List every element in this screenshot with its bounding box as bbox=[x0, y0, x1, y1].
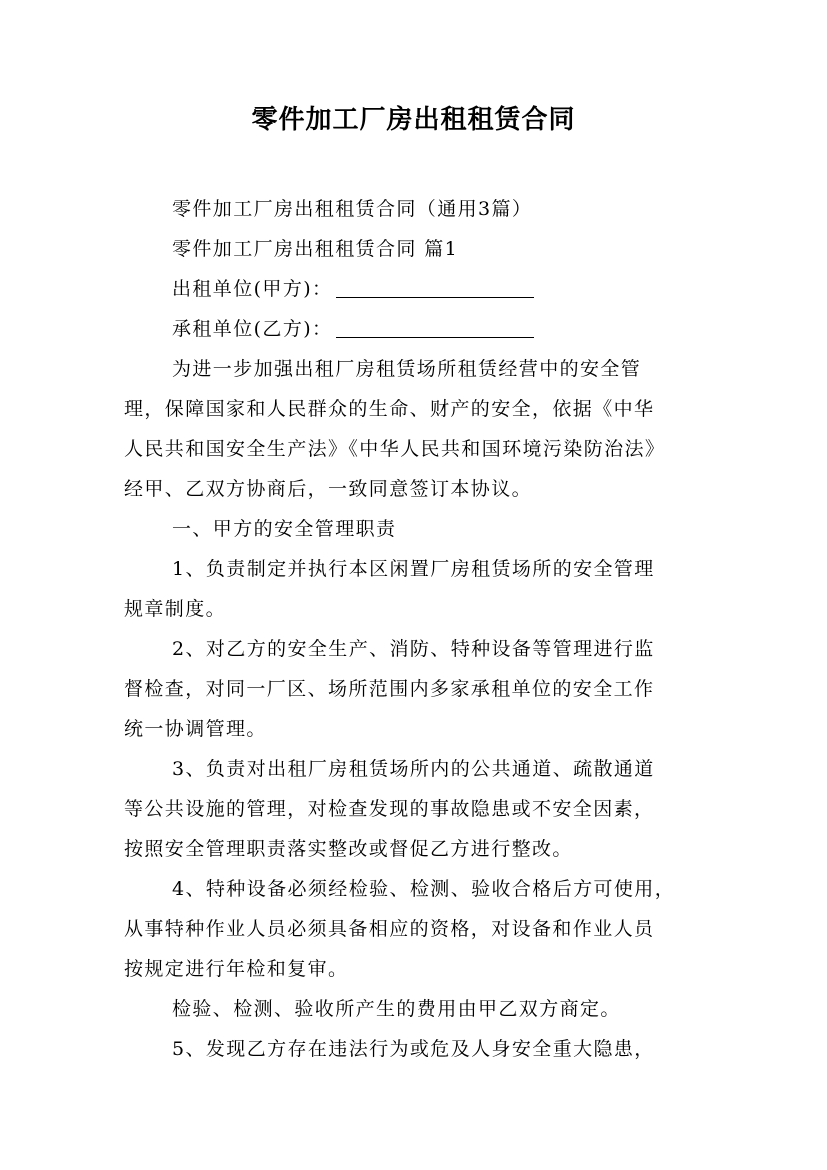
text-line: 从事特种作业人员必须具备相应的资格，对设备和作业人员 bbox=[124, 918, 655, 940]
document-body bbox=[124, 189, 710, 1069]
subtitle-line bbox=[124, 189, 710, 229]
paragraph-line bbox=[124, 389, 710, 429]
text-line: 人民共和国安全生产法》《中华人民共和国环境污染防治法》 bbox=[124, 438, 666, 460]
paragraph-line bbox=[124, 469, 710, 509]
party-b-label: 承租单位(乙方)： bbox=[172, 318, 333, 340]
paragraph-line bbox=[124, 829, 710, 869]
party-b-blank bbox=[336, 311, 534, 338]
paragraph-line bbox=[124, 1029, 710, 1069]
text-line: 理，保障国家和人民群众的生命、财产的安全，依据《中华 bbox=[124, 398, 655, 420]
party-a-line bbox=[124, 269, 710, 309]
text-line: 5、发现乙方存在违法行为或危及人身安全重大隐患， bbox=[172, 1038, 655, 1060]
paragraph-line bbox=[124, 749, 710, 789]
text-line: 零件加工厂房出租租赁合同 篇1 bbox=[172, 238, 459, 260]
text-line: 一、甲方的安全管理职责 bbox=[172, 518, 397, 540]
party-b-line bbox=[124, 309, 710, 349]
text-line: 督检查，对同一厂区、场所范围内多家承租单位的安全工作 bbox=[124, 678, 655, 700]
party-a-label: 出租单位(甲方)： bbox=[172, 278, 333, 300]
paragraph-line bbox=[124, 549, 710, 589]
paragraph-line bbox=[124, 669, 710, 709]
text-line: 3、负责对出租厂房租赁场所内的公共通道、疏散通道 bbox=[172, 758, 655, 780]
text-line: 按照安全管理职责落实整改或督促乙方进行整改。 bbox=[124, 838, 573, 860]
text-line: 零件加工厂房出租租赁合同（通用3篇） bbox=[172, 198, 533, 220]
section-heading bbox=[124, 229, 710, 269]
text-line: 2、对乙方的安全生产、消防、特种设备等管理进行监 bbox=[172, 638, 655, 660]
text-line: 按规定进行年检和复审。 bbox=[124, 958, 349, 980]
paragraph-line bbox=[124, 989, 710, 1029]
text-line: 检验、检测、验收所产生的费用由甲乙双方商定。 bbox=[172, 998, 621, 1020]
text-line: 规章制度。 bbox=[124, 598, 227, 620]
paragraph-line bbox=[124, 869, 710, 909]
paragraph-line bbox=[124, 909, 710, 949]
paragraph-line bbox=[124, 789, 710, 829]
document-title: 零件加工厂房出租租赁合同 bbox=[251, 105, 576, 135]
text-line: 经甲、乙双方协商后，一致同意签订本协议。 bbox=[124, 478, 533, 500]
paragraph-line bbox=[124, 589, 710, 629]
text-line: 为进一步加强出租厂房租赁场所租赁经营中的安全管 bbox=[172, 358, 642, 380]
paragraph-line bbox=[124, 949, 710, 989]
paragraph-line bbox=[124, 349, 710, 389]
paragraph-line bbox=[124, 429, 710, 469]
section-heading bbox=[124, 509, 710, 549]
text-line: 等公共设施的管理，对检查发现的事故隐患或不安全因素， bbox=[124, 798, 655, 820]
text-line: 1、负责制定并执行本区闲置厂房租赁场所的安全管理 bbox=[172, 558, 655, 580]
paragraph-line bbox=[124, 629, 710, 669]
text-line: 统一协调管理。 bbox=[124, 718, 267, 740]
party-a-blank bbox=[336, 271, 534, 298]
paragraph-line bbox=[124, 709, 710, 749]
text-line: 4、特种设备必须经检验、检测、验收合格后方可使用， bbox=[172, 878, 676, 900]
